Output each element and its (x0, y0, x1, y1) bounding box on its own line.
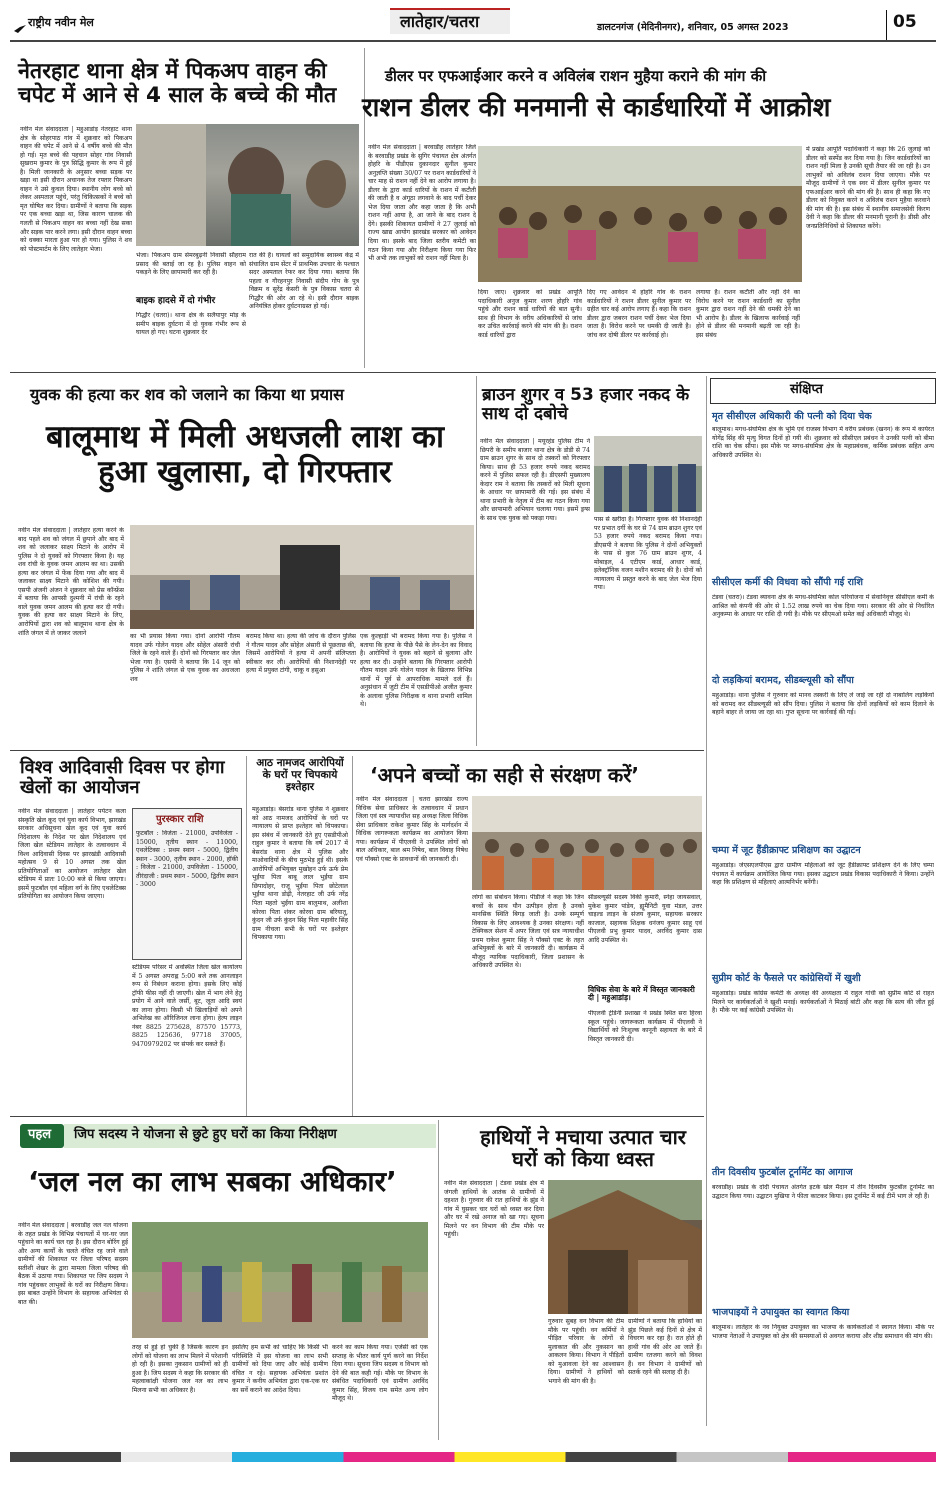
kicker: युवक की हत्या कर शव को जलाने का किया था प्रयास (30, 385, 344, 404)
article-col-5: में प्रखंड आपूर्ति पदाधिकारी ने कहा कि 26 जुलाई को डीलर को सस्पेंड कर दिया गया है। जिन कार्डधारियों का राशन नहीं मिला है उनकी सूची तैयार की जा रही है। उन लाभुकों को अविलंब राशन दिया जाएगा। मौके पर मौजूद ग्रामीणों ने एक स्वर में डीलर सुनील कुमार पर एफआईआर करने की मांग की है। साथ ही कहा कि नए डीलर को नियुक्त करने व अविलंब राशन मुहैया करवाने की मांग की है। इस संबंध में स्थानीय समाजसेवी किरण देवी ने कहा कि डीलर की मनमानी पूरानी है। डीसी और जनप्रतिनिधियों से शिकायत करेंगे। (806, 146, 930, 230)
article-col-4: एक कुल्हाड़ी भी बरामद किया गया है। पुलिस ने बताया कि हत्या के पीछे पैसे के लेन-देन का विवाद है। आरोपियों ने युवक को बहाने से बुलाया और हत्या कर दी। उन्होंने बताया कि गिरफ्तार आरोपी गौतम यादव उर्फ गोलेन यादव के खिलाफ विभिन्न थानों में पूर्व से आपराधिक मामले दर्ज हैं। अनुसंधान में जुटी टीम में एसडीपीओ अजीत कुमार के अलावा पुलिस निरीक्षक व थाना प्रभारी शामिल थे। (360, 633, 472, 709)
article-col-3: सीडब्ल्यूसी सदस्य विकी कुमारी, स्नेहा जायसवाल, मुकेश कुमार पांडेय, ह्यूमैनिटी युवा मंडल, उत्तर चाइल्ड लाइन के संजय कुमार, सहायक सरकार काजाल, सहायक शिक्षक धनंजय कुमार साहू एवं पीएलवी प्रभु कुमार यादव, अरविंद कुमार दास आदि उपस्थित थे। (588, 894, 702, 944)
brief-body: महुआडांड़। जेएसएलपीएस द्वारा ग्रामीण महिलाओं को जूट हैंडीक्राफ्ट प्रशिक्षण देने के लिए चम्पा पंचायत में कार्यक्रम आयोजित किया गया। इसका उद्घाटन प्रखंड विकास पदाधिकारी ने किया। उन्होंने कहा कि प्रशिक्षण से महिलाएं आत्मनिर्भर बनेंगी। (712, 862, 934, 887)
section-title: लातेहार/चतरा (400, 12, 480, 31)
article-body: नवीन मेल संवाददाता | महुआडांड़ नेतरहाट थाना क्षेत्र के सोहरपाठ गांव में शुक्रवार को पिकअप वाहन की चपेट में आने से 4 वर्षीय बच्चे की मौत हो गई। मृत बच्चे की पहचान सोहर गांव निवासी सुखराम कुमार के पुत्र सिद्धि कुमार के रूप में हुई है। मिली जानकारी के अनुसार बच्चा सड़क पर खड़ा था इसी दौरान अचानक तेज रफ्तार पिकअप वाहन ने उसे कुचल दिया। स्थानीय लोग बच्चे को लेकर अस्पताल पहुंचे, परंतु चिकित्सकों ने बच्चे को मृत घोषित कर दिया। ग्रामीणों ने बताया कि सड़क पर एक बच्चा खड़ा था, जिस कारण चालक की गलती से पिकअप वाहन का बच्चा नहीं देख सका और सड़क पार करने लगा। इसी दौरान वाहन बच्चा को धक्का मारता हुआ पार हो गया। पुलिस ने शव को पोस्टमार्टम के लिए लातेहार भेजा। (20, 126, 132, 253)
brief-body: महुआडांड़। प्रखंड कांग्रेस कमेटी के अध्यक्ष की अध्यक्षता में राहुल गांधी को सुप्रीम कोर्ट से राहत मिलने पर कार्यकर्ताओं ने खुशी मनाई। कार्यकर्ताओं ने मिठाई बांटी और कहा कि सत्य की जीत हुई है। मौके पर कई कांग्रेसी उपस्थित थे। (712, 990, 934, 1015)
article-col-4: करने का काम किया गया। एजेंसी को एक सप्ताह के भीतर कार्य पूर्ण करने का निर्देश दिया गया। सूचना जिप सदस्य व विभाग को देने की बात कही गई। मौके पर विभाग के संबंधित पदाधिकारी एवं ग्रामीण अरविंद कुमार सिंह, विजय राम समेत अन्य लोग मौजूद थे। (332, 1344, 428, 1403)
dateline: डालटनगंज (मेदिनीनगर), शनिवार, 05 अगस्त 2023 (597, 22, 789, 33)
headline: बालूमाथ में मिली अधजली लाश का हुआ खुलासा, दो गिरफ्तार (46, 419, 444, 490)
news-photo (130, 525, 474, 629)
article-col-1: नवीन मेल संवाददाता | लातेहार पर्यटन कला संस्कृति खेल कूद एवं युवा कार्य विभाग, झारखंड सरकार अधिसूचना खेल कूद एवं युवा कार्य निदेशालय के निदेश पर खेल निदेशालय एवं जिला खेल स्टेडियम लातेहार के तत्वावधान में विश्व आदिवासी दिवस पर झारखंडी आदिवासी महोत्सव 9 से 10 अगस्त तक खेल प्रतियोगिताओं का आयोजन लातेहार खेल स्टेडियम में प्रातः 10:00 बजे से किया जाएगा। इसमें फुटबॉल एवं महिला वर्ग के लिए एथलेटिक्स प्रतियोगिता का आयोजन किया जाएगा। (18, 808, 126, 901)
brief-headline: चम्पा में जूट हैंडीक्राफ्ट प्रशिक्षण का उद्घाटन (712, 845, 861, 856)
brief-body: बालूमाथ। लातेहार के नव नियुक्त उपायुक्त का भाजपा के कार्यकर्ताओं ने स्वागत किया। मौके पर भाजपा नेताओं ने उपायुक्त को क्षेत्र की समस्याओं से अवगत कराया और शीघ्र समाधान की मांग की। (712, 1324, 934, 1340)
brief-headline: सीसीएल कर्मी की विधवा को सौंपी गई राशि (712, 577, 863, 588)
article-col-2: तरह से हुई हो चुकी है जिसके कारण इन लोगों को योजना का लाभ मिलने में परेशानी हो रही है। इसका नुकसान ग्रामीणों को ही हुआ है। जिप सदस्य ने कहा कि सरकार की महत्वाकांक्षी योजना जल नल का लाभ मिलना सभी का अधिकार है। (132, 1344, 228, 1394)
article-col-1: नवीन मेल संवाददाता | टंडवा प्रखंड क्षेत्र में जंगली हाथियों के आतंक से ग्रामीणों में दहशत है। गुरुवार की रात हाथियों के झुंड ने गांव में घुसकर चार घरों को ध्वस्त कर दिया और घर में रखे अनाज को खा गए। सूचना मिलने पर वन विभाग की टीम मौके पर पहुंची। (444, 1180, 544, 1239)
prize-list: फुटबॉल : विजेता - 21000, उपविजेता - 15000, तृतीय स्थान - 11000, एथलेटिक्स : प्रथम स्थान - 5000, द्वितीय स्थान - 3000, तृतीय स्थान - 2000, हॉकी : विजेता - 21000, उपविजेता - 15000, तीरंदाजी : प्रथम स्थान - 5000, द्वितीय स्थान - 3000 (136, 830, 238, 889)
headline: आठ नामजद आरोपियों के घरों पर चिपकाये इश्तेहार (256, 757, 344, 793)
article-col-3: रात की है। घायलों को समुदायिक स्वास्थ्य केंद्र में संचालित ग्राम सेंटर में प्राथमिक उपचार के पश्चात सदर अस्पताल रेफर कर दिया गया। बताया कि पहला व गौरहनपुर निवासी संदीप गोप के पुत्र विक्रम व सुरेंद्र केसरी के पुत्र विकास चतरा से गिद्धौर की ओर आ रहे थे। इसी दौरान बाइक अनियंत्रित होकर दुर्घटनाग्रस्त हो गई। (249, 252, 359, 311)
brief-headline: भाजपाइयों ने उपायुक्त का स्वागत किया (712, 1307, 850, 1318)
kicker: डीलर पर एफआईआर करने व अविलंब राशन मुहैया कराने की मांग की (385, 67, 767, 85)
article-col-3: स्टेडियम परिसर में अवस्थित जिला खेल कार्यालय में 5 अगस्त अपराह्न 5:00 बजे तक आनलाइन रूप से निबंधन कराना होगा। इसके लिए कोई ट्रॉफी फीस नहीं दी जाएगी। खेल में भाग लेने हेतु प्रयोग में आने वाले जर्सी, बूट, जूता आदि स्वयं का लाना होगा। किसी भी खिलाड़ियों को अपने अभिलेख का ऑरिजिनल लाना होगा। हेल्प लाइन नंबर 8825 275628, 87570 15773, 8825 125636, 97718 37005, 9470979202 पर संपर्क कर सकते हैं। (132, 964, 242, 1048)
brief-body: बरवाडीह। प्रखंड के दोदी पंचायत अंतर्गत इटके खेल मैदान में तीन दिवसीय फुटबॉल टूर्नामेंट का उद्घाटन किया गया। उद्घाटन मुखिया ने फीता काटकर किया। इस टूर्नामेंट में कई टीमें भाग ले रही हैं। (712, 1184, 934, 1200)
article-col-2: गुरुवार सुबह वन विभाग की टीम मौके पर पहुंची। वन कर्मियों ने पीड़ित परिवार के लोगों से मुलाकात की और नुकसान का आकलन किया। विभाग ने पीड़ितों को मुआवजा देने का आश्वासन दिया। ग्रामीणों ने हाथियों को भगाने की मांग की है। (548, 1318, 624, 1385)
article-col-2: भेजा। पिकअप ग्राम सेमरबुढ़नी निवासी सौहराम प्रसाद की बताई जा रह है। पुलिस वाहन को पकड़ने के लिए छापामारी कर रही है। (136, 252, 246, 277)
article-col-1: नवीन मेल संवाददाता | बरवाडीह लातेहार जिले के बरवाडीह प्रखंड के सुगिर पंचायत क्षेत्र अंतर्गत होहरि के पीडीएस दुकानदार सुनील कुमार अनुज्ञप्ति संख्या 30/07 पर राशन कार्डधारियों ने चार माह से राशन नहीं देने का आरोप लगाया है। डीलर के द्वारा कार्ड धारियों के राशन में कटौती की जाती है व अंगूठा लगवाने के बाद पर्ची देकर भेज दिया जाता और कहा जाता है कि अभी राशन नहीं आया है, आ जाने के बाद राशन दे देंगे। इसकी शिकायत ग्रामीणों ने 27 जुलाई को राज्य खाद्य आयोग झारखंड सरकार को आवेदन दिया था। इसके बाद जिला स्तरीय कमेटी का गठन किया गया और निरीक्षण किया गया फिर भी अभी तक लाभुकों को राशन नहीं मिला है। (368, 144, 476, 263)
headline: ‘अपने बच्चों का सही से संरक्षण करें’ (370, 763, 639, 787)
article-col-2: दिया जाए। शुक्रवार को प्रखंड आपूर्ति पदाधिकारी अनुज कुमार शरण होहरि गांव पहुंचे और राशन कार्ड धारियों की बात सुनी। साथ ही विभाग के वरीय अधिकारियों से जांच कर उचित कार्रवाई करने की मांग की है। राशन कार्ड धारियों द्वारा (478, 289, 582, 339)
prize-title: पुरस्कार राशि (156, 814, 204, 825)
article-col-4: लगाया है। राशन कटौती और नहीं देने का विरोध करने पर राशन कार्डधारी का सुनील कुमार द्वारा राशन नहीं देने की धमकी देने का भी आरोप है। डीलर के खिलाफ कार्रवाई नहीं होने से डीलर की मनमानी बढ़ती जा रही है। इस संबंध (696, 289, 800, 339)
news-photo (132, 1222, 428, 1338)
article-col-1: नवीन मेल संवाददाता | लातेहार हत्या करने के बाद पहले शव को जंगल में छुपाने और बाद में शव को जलाकर साक्ष्य मिटाने के आरोप में पुलिस ने दो युवकों को गिरफ्तार किया है। यह शव रांची के युवक जमन आलम का था। उसकी हत्या कर जंगल में फेंक दिया गया और बाद में जलाकर साक्ष्य मिटाने की कोशिश की गयी। एसपी अंजनी अंजन ने शुक्रवार को प्रेस कॉन्फ्रेंस में बताया कि आपसी दुश्मनी में रांची के रहने वाले युवक जमन आलम की हत्या कर दी गयी। युवक की हत्या कर साक्ष्य मिटाने के लिए, आरोपियों द्वारा शव को बालूमाथ थाना क्षेत्र के शांति जंगल में ले जाकर जलाने (18, 527, 124, 637)
article-col-1: नवीन मेल संवाददाता | चतरा झारखंड राज्य विधिक सेवा प्राधिकार के तत्वावधान में प्रधान जिला एवं सत्र न्यायाधीश सह अध्यक्ष जिला विधिक सेवा प्राधिकार राकेश कुमार सिंह के मार्गदर्शन में विधिक जागरूकता कार्यक्रम का आयोजन किया गया। कार्यक्रम में पीएलवी ने उपस्थित लोगों को बाल अधिकार, बाल श्रम निषेध, बाल विवाह निषेध एवं पॉक्सो एक्ट के प्रावधानों की जानकारी दी। (356, 796, 468, 863)
brief-headline: सुप्रीम कोर्ट के फैसले पर कांग्रेसियों में खुशी (712, 973, 861, 984)
article-col-3: ग्रामीणों ने बताया कि हाथियों का झुंड पिछले कई दिनों से क्षेत्र में विचरण कर रहा है। रात होते ही हाथी गांव की ओर आ जाते हैं। ग्रामीण रतजगा करने को विवश हैं। वन विभाग ने ग्रामीणों को सतर्क रहने की सलाह दी है। (628, 1318, 702, 1377)
article-body: महुआडांड़। बेसरांड थाना पुलिस ने शुक्रवार को आठ नामजद आरोपियों के घरों पर न्यायालय से प्राप्त इश्तेहार को चिपकाया। इस संबंध में जानकारी देते हुए एसडीपीओ राहुल कुमार ने बताया कि वर्ष 2017 में बेसरांड थाना क्षेत्र में पुलिस और माओवादियों के बीच मुठभेड़ हुई थी। इसके आरोपियों अभियुक्त मुखोहन उर्फ ऊर्फ प्रेम भुईंया पिता बाबू लाल भुईंया ग्राम छिपादोहर, राजू भुईंया पिता छोटेलाल भुईंया थाना डोढ़ी, नेतरहाट जी उर्फ नरेंद्र पिता महतो भुईंया ग्राम बालुमाथ, अलीशा कोरवा पिता शंकर कोरवा ग्राम बरियातू, कुंदन जी उर्फ कुंदन सिंह पिता महावीर सिंह ग्राम नीचला सभी के घरों पर इश्तेहार चिपकाया गया। (252, 806, 348, 942)
briefs-header: संक्षिप्त (790, 382, 823, 397)
article-col-2: का भी प्रयास किया गया। दोनों आरोपी गौतम यादव उर्फ गोलेन यादव और सोहेल अंसारी रांची जिले के रहने वाले हैं। दोनों को गिरफ्तार कर जेल भेजा गया है। एसपी ने बताया कि 14 जून को पुलिस ने शांति जंगल से एक युवक का अधजला शव (130, 633, 240, 683)
kicker: जिप सदस्य ने योजना से छुटे हुए घरों का किया निरीक्षण (74, 1127, 337, 1142)
article-col-3: इसलिए हम सभी को चाहिए कि किसी भी परिस्थिति में इस योजना का लाभ सभी ग्रामीणों को दिया जाए और कोई ग्रामीण वंचित न रहे। सहायक अभियंता प्रशांत कुमार ने कनीय अभियंता द्वारा एक-एक घर का सर्वे कराने का आदेश दिया। (232, 1344, 328, 1394)
headline: विश्व आदिवासी दिवस पर होगा खेलों का आयोजन (20, 757, 225, 799)
article-col-2: लोगों का संबोधन किया। पीडीजे ने कहा कि जिन बच्चों के साथ यौन उत्पीड़न होता है उनको मानसिक स्थिति बिगड़ जाती है। उनके सम्पूर्ण विकास के लिए आवश्यक है उनका संरक्षण। नहीं टेक्निकल सेशन में अपर जिला एवं सत्र न्यायाधीश प्रथम राकेश कुमार सिंह ने पॉक्सो एक्ट के तहत अभियुक्तों के बारे में जानकारी दी। कार्यक्रम में मौजूद न्यायिक पदाधिकारी, जिला प्रशासन के अधिकारी उपस्थित थे। (472, 894, 584, 970)
article-col-2: पास से खरीदा है। गिरफ्तार युवक की निशानदेही पर प्रभात दर्गी के घर से 74 ग्राम ब्राउन शुगर एवं 53 हजार रुपये नकद बरामद किया गया। डीएसपी ने बताया कि पुलिस ने दोनों अभियुक्तों के पास से कुल 76 ग्राम ब्राउन शुगर, 4 मोबाइल, 4 एटीएम कार्ड, आधार कार्ड, इलेक्ट्रॉनिक वजन मशीन बरामद की है। दोनों को न्यायालय में प्रस्तुत करने के बाद जेल भेज दिया गया। (594, 516, 702, 592)
article-col-3b: पीएलवी ट्रेडिनी प्रशाखा ने प्रखंड स्थित सरा हिरवा स्कूल पहुंचे। जागरूकता कार्यक्रम में पीएलवी ने विद्यार्थियों को निःशुल्क कानूनी सहायता के बारे में विस्तृत जानकारी दी। (588, 1010, 702, 1043)
brief-headline: दो लड़कियां बरामद, सीडब्ल्यूसी को सौंपा (712, 675, 854, 686)
brief-headline: मृत सीसीएल अधिकारी की पत्नी को दिया चेक (712, 411, 872, 422)
news-photo (136, 124, 359, 246)
brief-headline: तीन दिवसीय फुटबॉल टूर्नामेंट का आगाज (712, 1167, 853, 1178)
page-number: 05 (893, 12, 917, 32)
headline: ब्राउन शुगर व 53 हजार नकद के साथ दो दबोचे (482, 385, 690, 425)
subhead: विधिक सेवा के बारे में विस्तृत जानकारी दी | महुआडांड़। (588, 985, 695, 1003)
article-col-2b: गिद्धौर (चतरा)। थाना क्षेत्र के सलैयापुर मोड़ के समीप बाइक दुर्घटना में दो युवक गंभीर रूप से घायल हो गए। घटना शुक्रवार देर (136, 312, 246, 337)
news-photo (478, 146, 802, 282)
brief-body: महुआडांड़। थाना पुलिस ने गुरुवार को मानव तस्करी के लिए ले जाई जा रही दो नाबालिग लड़कियों को बरामद कर सीडब्ल्यूसी को सौंप दिया। पुलिस ने बताया कि दोनों लड़कियों को काम दिलाने के बहाने बाहर ले जाया जा रहा था। गुप्त सूचना पर कार्रवाई की गई। (712, 692, 934, 717)
article-col-3: दिए गए आवेदन में होहरि गांव के राशन कार्डधारियों ने राशन डीलर सुनील कुमार पर ग्रहीत चार कई आरोप लगाए हैं। कहा कि राशन डीलर द्वारा जबरन राशन पर्ची देकर भेज दिया जाता है। विरोध करने पर धमकी दी जाती है। जांच कर दोषी डीलर पर कार्रवाई हो। (587, 289, 691, 339)
article-col-3: बरामद किया था। हत्या की जांच के दौरान पुलिस ने गौतम यादव और सोहेल अंसारी से पूछताछ की, जिसमें आरोपियों ने हत्या में अपनी संलिप्तता स्वीकार कर ली। आरोपियों की निशानदेही पर हत्या में प्रयुक्त टांगी, चाकू व हसुआ (246, 633, 356, 675)
subhead: बाइक हादसे में दो गंभीर (136, 296, 216, 306)
footer-color-bar (10, 1452, 936, 1462)
paper-name: राष्ट्रीय नवीन मेल (28, 16, 94, 29)
headline: नेतरहाट थाना क्षेत्र में पिकअप वाहन की चपेट में आने से 4 साल के बच्चे की मौत (18, 59, 337, 109)
headline: हाथियों ने मचाया उत्पात चार घरों को किया ध्वस्त (480, 1125, 686, 1172)
news-photo (594, 436, 702, 512)
brief-body: बालूमाथ। मगध-संघमित्रा क्षेत्र के भूमि एवं राजस्व विभाग में वरीय प्रबंधक (खनन) के रूप में कार्यरत योगेंद्र सिंह की मृत्यु विगत दिनों हो गयी थी। शुक्रवार को सीसीएल प्रबंधन ने उनकी पत्नी को बीमा राशि का चेक सौंपा। इस मौके पर मगध-संघमित्रा क्षेत्र के महाप्रबंधक, कर्मिक प्रबंधक सहित अन्य अधिकारी उपस्थित थे। (712, 426, 934, 459)
label-text: पहल (28, 1127, 52, 1142)
article-col-1: नवीन मेल संवाददाता | बरवाडीह जल नल योजना के तहत प्रखंड के विभिन्न पंचायतों में घर-घर जल पहुंचाने का कार्य चल रहा है। इस दौरान बोरिंग हुई और अन्य कार्यों के चलते वंचित रह जाने वाले ग्रामीणों की शिकायत पर जिला परिषद सदस्य सतीशी शेखर के द्वारा मामला जिला परिषद की बैठक में उठाया गया। शिकायत पर जिप सदस्य ने गांव पहुंचकर लाभुकों के घरों का निरीक्षण किया। इस बाबत उन्होंने विभाग के सहायक अभियंता से बात की। (18, 1222, 128, 1306)
bird-logo-icon (14, 18, 26, 26)
article-col-1: नवीन मेल संवाददाता | मयूरहंड पुलिस टीम ने छिपरी के समीप बाजार थाना क्षेत्र के डोडी से 74 ग्राम ब्राउन शुगर के साथ दो तस्करों को गिरफ्तार किया। साथ ही 53 हजार रुपये नकद बरामद करने में पुलिस सफल रही है। डीएसपी मुख्यालय केदार राम ने बताया कि तस्करों को मिली सूचना के आधार पर छापामारी की गई। इस संबंध में थाना प्रभारी के नेतृत्व में टीम का गठन किया गया और छापामारी अभियान चलाया गया। इसमें ड्रग्स के साथ एक युवक को पकड़ा गया। (480, 438, 590, 522)
headline: राशन डीलर की मनमानी से कार्डधारियों में आक्रोश (362, 93, 831, 123)
news-photo (548, 1180, 702, 1314)
masthead (0, 0, 945, 42)
brief-body: टंडवा (चतरा)। टंडवा ब्यावना क्षेत्र के मगध-संघमित्रा कोल परियोजना में सेवानिवृत्त सीसीएल कर्मी के आश्रित को कंपनी की ओर से 1.52 लाख रुपये का चेक दिया गया। सरकार की ओर से निर्धारित अनुकम्पा के आधार पर राशि दी गयी है। मौके पर सीएमओ समेत कई अधिकारी मौजूद थे। (712, 594, 934, 619)
headline: ‘जल नल का लाभ सबका अधिकार’ (28, 1165, 397, 1198)
news-photo (472, 796, 702, 890)
